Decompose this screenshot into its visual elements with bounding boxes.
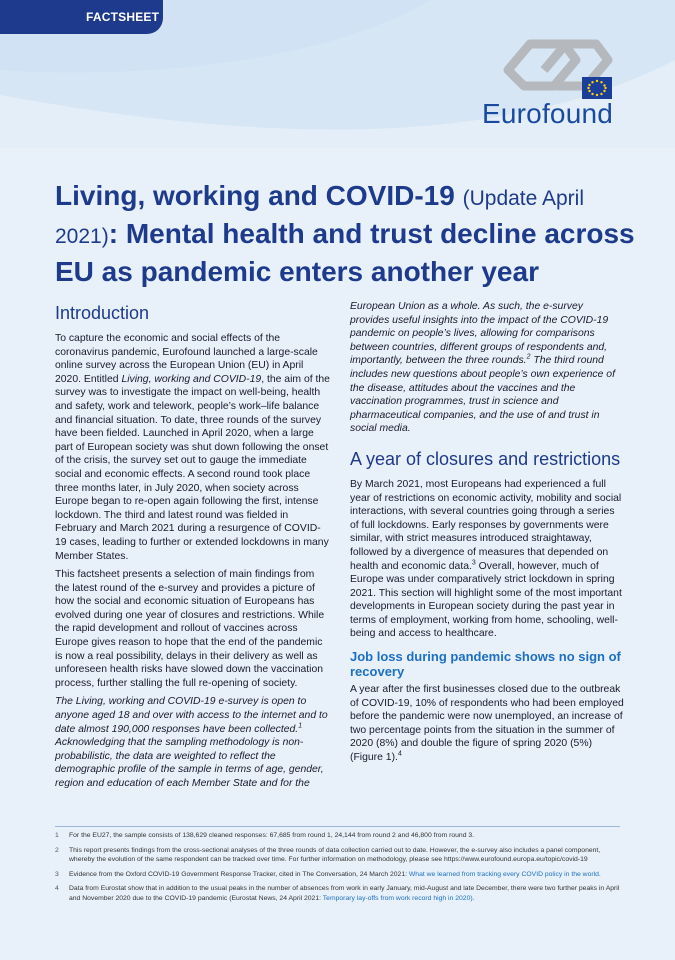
- left-column: [55, 300, 330, 796]
- footnote-item: 4 Data from Eurostat show that in addition to the usual peaks in the number of absences from work in early January, mid-August and late December, there were two further peaks in April and November 2020 due to the COVID-19 pandemic (Eurostat News, 24 April 2021: Temporary lay-offs from work record high in 2020).: [55, 885, 620, 902]
- factsheet-tag: FACTSHEET: [0, 0, 163, 34]
- footnote-item: 1 For the EU27, the sample consists of 138,629 cleaned responses: 67,685 from round 1, 24,144 from round 2 and 46,800 from round 3.: [55, 832, 475, 839]
- footnote-link-covid-tracker[interactable]: What we learned from tracking every COVID policy in the world.: [408, 870, 601, 878]
- logo-wordmark: Eurofound: [482, 98, 614, 129]
- footnote-item: 2 This report presents findings from the cross-sectional analyses of the three rounds of data collection carried out to date. However, the e-survey also includes a panel component, whereby the evolution of the same respondent can be tracked over time. For further information on methodology, please see https://www.eurofound.europa.eu/topic/covid-19: [55, 846, 601, 863]
- footnote-link-eurostat[interactable]: Temporary lay-offs from work record high in 2020).: [322, 894, 475, 902]
- right-column: [350, 300, 625, 770]
- intro-paragraph-3: The Living, working and COVID-19 e-survey is open to anyone aged 18 and over with access to the internet and to date almost 190,000 responses have been collected.$^1$ Acknowledging that the sampling methodology is non-probabilistic, the data are weighted to reflect the demographic profile of the sample in terms of age, gender, region and education of each Member State and for the: [55, 696, 328, 789]
- intro-paragraph-1: To capture the economic and social effects of the coronavirus pandemic, Eurofound launched a large-scale online survey across the European Union (EU) in April 2020. Entitled Living, working and COVID-19, the aim of the survey was to investigate the impact on well-being, health and safety, work and telework, people’s work–life balance and financial situation. To date, three rounds of the survey have been fielded. Launched in April 2020, when a large part of European society was shut down following the onset of the crisis, the survey set out to gauge the immediate social and economic effects. A second round took place three months later, in July 2020, when society across Europe began to re-open again following the first, intense lockdown. The third and latest round was fielded in February and March 2021 during a resurgence of COVID-19 cases, leading to further or extended lockdowns in many Member States.: [55, 333, 330, 562]
- footnote-ref-3[interactable]: 3: [471, 559, 476, 567]
- footnote-ref-2[interactable]: 2: [526, 353, 531, 361]
- header-banner: [0, 0, 675, 148]
- intro-paragraph-2: This factsheet presents a selection of main findings from the latest round of the e-survey and provides a picture of how the social and economic situation of Europeans has evolved during one year of closures and restrictions. While the rapid development and rollout of vaccines across Europe gives reason to hope that the end of the pandemic is now a real possibility, delays in their delivery as well as unforeseen health risks have slowed down the vaccination process, further stalling the full re-opening of society.: [55, 569, 325, 689]
- jobloss-heading: Job loss during pandemic shows no sign of recovery: [350, 649, 621, 680]
- intro-paragraph-4: European Union as a whole. As such, the e-survey provides useful insights into the impact of the COVID-19 pandemic on people’s lives, allowing for comparisons between countries, different groups of respondents and, importantly, between the three rounds.$^2$ The third round includes new questions about people’s own experience of the disease, attitudes about the vaccines and the vaccination programmes, trust in science and pharmaceutical companies, and the use of and trust in social media.: [350, 301, 615, 435]
- footnotes: [55, 826, 620, 908]
- page-title: Living, working and COVID-19 (Update April 2021): Mental health and trust decline across EU as pandemic enters another year: [55, 180, 635, 287]
- jobloss-paragraph: A year after the first businesses closed due to the outbreak of COVID-19, 10% of respondents who had been employed before the pandemic were now unemployed, an increase of two percentage points from the situation in the summer of 2020 (8%) and double the figure of spring 2020 (5%) (Figure 1).$^4$: [350, 684, 624, 764]
- footnote-ref-1[interactable]: 1: [298, 722, 303, 730]
- intro-heading: Introduction: [55, 303, 150, 323]
- closures-heading: A year of closures and restrictions: [350, 448, 621, 469]
- footnote-ref-4[interactable]: 4: [397, 750, 402, 758]
- footnote-item: 3 Evidence from the Oxford COVID-19 Government Response Tracker, cited in The Conversation, 24 March 2021: What we learned from tracking every COVID policy in the world.: [55, 870, 601, 878]
- closures-paragraph: By March 2021, most Europeans had experienced a full year of restrictions on economic activity, mobility and social interactions, with several countries going through a series of full lockdowns. Early responses by governments were similar, with strict measures introduced straightaway, followed by a divergence of measures that depended on health and economic data.$^3$ Overall, however, much of Europe was under comparatively strict lockdown in spring 2021. This section will highlight some of the most important developments in European society during the past year in terms of employment, working from home, schooling, well-being and access to healthcare.: [350, 478, 622, 640]
